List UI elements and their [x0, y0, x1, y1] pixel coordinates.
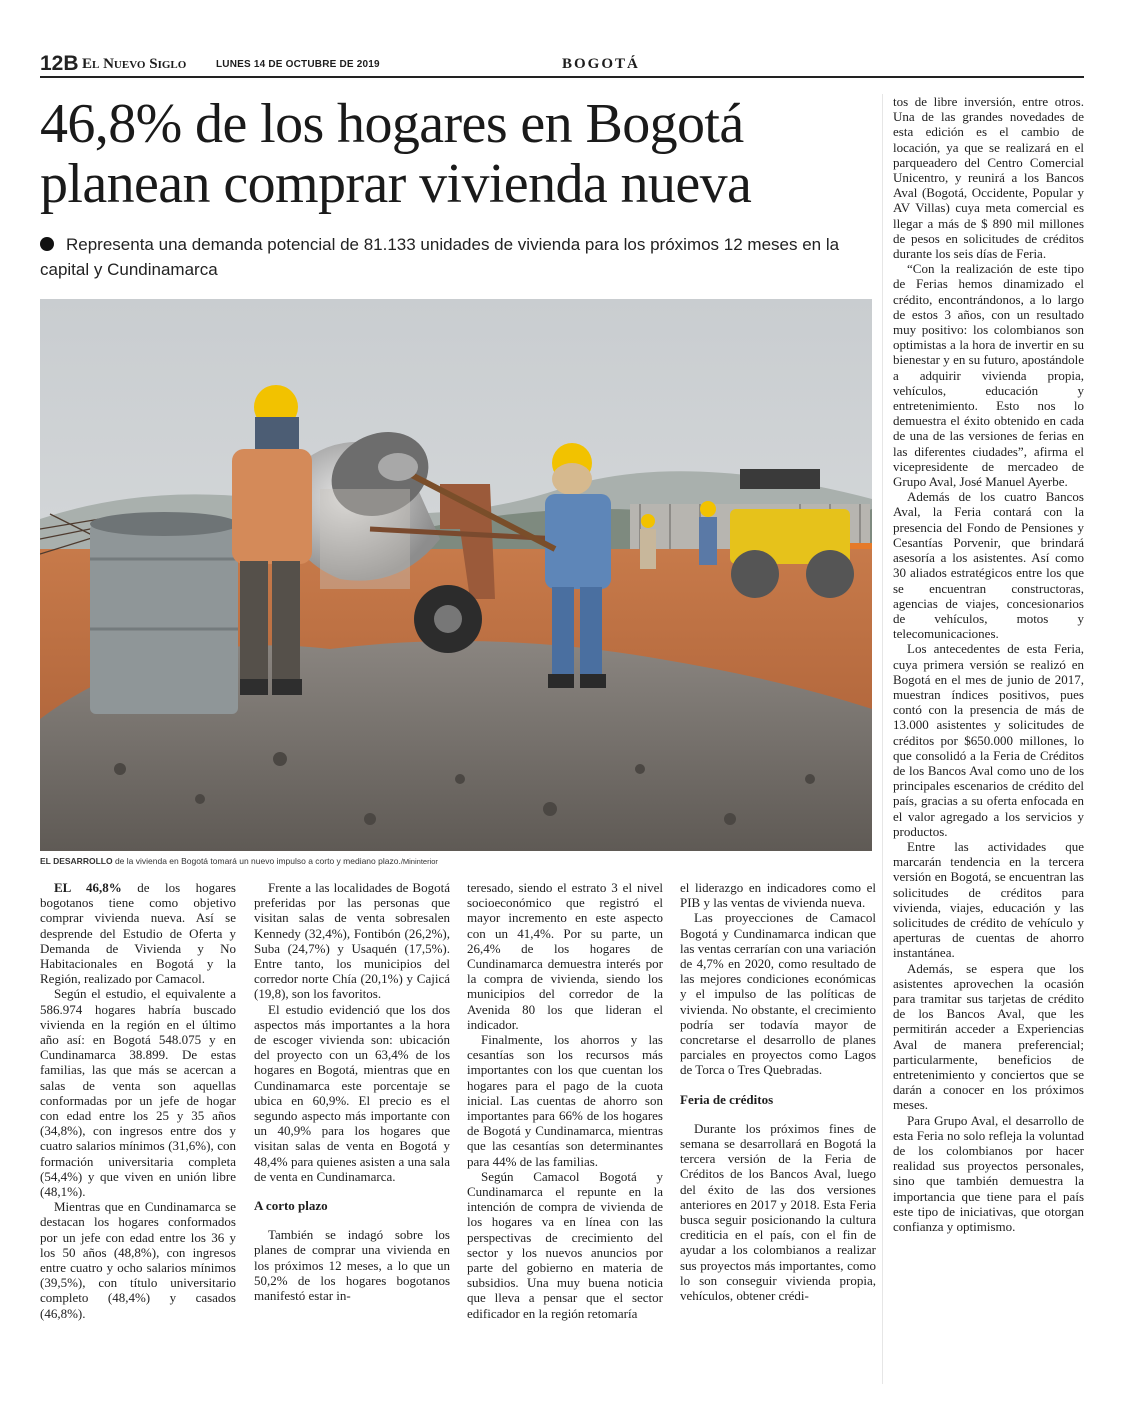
subheading: A corto plazo [254, 1198, 328, 1214]
headline: 46,8% de los hogares en Bogotá planean comprar vivienda nueva [40, 93, 752, 215]
section-name: BOGOTÁ [562, 56, 640, 72]
paragraph: Durante los próximos fines de semana se desarrollará en Bogotá la tercera versión de la Feria de Créditos de los Bancos Aval, luego del éxito de las dos versiones anteriores en 2017 y 2018. Esta Feria busca seguir posicionando la cultura crediticia en el país, con el fin de ayudar a los colombianos a realizar sus proyectos más importantes, como lo son conseguir vivienda propia, vehículos, obtener crédi- [680, 1120, 876, 1304]
paragraph: El estudio evidenció que los dos aspectos más importantes a la hora de escoger vivienda son: ubicación del proyecto con un 63,4% de los hogares en Bogotá, mientras que en Cundinamarca este porcentaje se ubica en 60,9%. El precio es el segundo aspecto más importante con un 40,9% para los hogares que visitan salas de venta en Bogotá y 48,4% para quienes asisten a una sala de venta en Cundinamarca. [254, 1001, 450, 1184]
photo-caption [40, 855, 872, 868]
paragraph: Las proyecciones de Camacol Bogotá y Cundinamarca indican que las ventas cerrarían con una variación de 4,7% en 2020, como resultado de las mejores condiciones económicas y el impulso de las políticas de vivienda. No obstante, el crecimiento podría ser todavía mayor de concretarse el desarrollo de planes parciales en proyectos como Lagos de Torca o Tres Quebradas. [680, 910, 876, 1078]
paragraph: Según Camacol Bogotá y Cundinamarca el repunte en la intención de compra de vivienda de los hogares va en línea con las perspectivas de crecimiento del sector y los nuevos anuncios por parte del gobierno en materia de subsidios. Una muy buena noticia que lleva a pensar que el sector edificador en la región retomaría [467, 1168, 663, 1321]
article-column-5 [893, 94, 1084, 1234]
lead-paragraph [40, 232, 870, 282]
column-divider [882, 94, 883, 1384]
paragraph: Mientras que en Cundinamarca se destacan los hogares conformados por un jefe con edad entre los 36 y los 50 años (48,8%), con ingresos entre cuatro y ocho salarios mínimos (39,5%), con título universitario completo (48,4%) y casados (46,8%). [40, 1199, 236, 1321]
caption-text: de la vivienda en Bogotá tomará un nuevo impulso a corto y mediano plazo. [112, 856, 401, 866]
article-column-1 [40, 880, 236, 1321]
page-number: 12B [40, 52, 79, 75]
paragraph: Entre las actividades que marcarán tendencia en la tercera versión en Bogotá, se encuentran las solicitudes de créditos para vivienda, viajes, educación y las solicitudes de crédito de vehículo y aperturas de cuentas de ahorro instantánea. [893, 838, 1084, 961]
issue-date: LUNES 14 DE OCTUBRE DE 2019 [216, 59, 380, 70]
photo-credit: /Mininterior [400, 857, 438, 866]
paragraph: Frente a las localidades de Bogotá preferidas por las personas que visitan salas de venta sobresalen Kennedy (32,4%), Fontibón (26,2%), Suba (24,7%) y Usaquén (17,5%). Entre tanto, los municipios del corredor norte Chía (20,1%) y Cajicá (19,8), son los favoritos. [254, 880, 450, 1002]
bullet-icon [40, 237, 54, 251]
page-header [40, 52, 1082, 78]
paragraph: el liderazgo en indicadores como el PIB y las ventas de vivienda nueva. [680, 880, 876, 911]
lead-text: Representa una demanda potencial de 81.133 unidades de vivienda para los próximos 12 meses en la capital y Cundinamarca [40, 235, 840, 279]
article-column-3 [467, 880, 663, 1321]
header-rule [40, 76, 1084, 78]
paragraph: “Con la realización de este tipo de Ferias hemos dinamizado el crédito, encontrándonos, a lo largo de estos 3 años, con un resultado muy positivo: los colombianos son optimistas a la hora de invertir en su bienestar y en su futuro, apostándole a adquirir vivienda propia, vehículos, educación y entretenimiento. Esto nos lo demuestra el éxito obtenido en cada de una de las versiones de ferias en las diferentes ciudades”, afirma el vicepresidente de mercadeo de Grupo Aval, José Manuel Ayerbe. [893, 261, 1084, 490]
paragraph: tos de libre inversión, entre otros. Una de las grandes novedades de esta edición es el cambio de locación, ya que se realizará en el parqueadero del Centro Comercial Unicentro, y reunirá a los Bancos Aval (Bogotá, Occidente, Popular y AV Villas) cuya meta comercial es llegar a más de $ 890 mil millones de pesos en solicitudes de créditos durante los seis días de Feria. [893, 94, 1084, 262]
paragraph: Además de los cuatro Bancos Aval, la Feria contará con la presencia del Fondo de Pensiones y Cesantías Porvenir, que brindará asesoría a los asistentes. Así como 30 aliados estratégicos entre los que se encuentran constructoras, agencias de viajes, concesionarios de vehículos, motos y telecomunicaciones. [893, 489, 1084, 642]
paragraph: Para Grupo Aval, el desarrollo de esta Feria no solo refleja la voluntad de los colombianos por hacer realidad sus proyectos personales, sino que también demuestra la importancia que tiene para el país este tipo de iniciativas, que otorgan confianza y optimismo. [893, 1112, 1084, 1235]
article-column-4 [680, 880, 876, 1303]
caption-lead: EL DESARROLLO [40, 856, 113, 866]
drop-lead: EL 46,8% [54, 880, 122, 895]
paragraph: Además, se espera que los asistentes aprovechen la ocasión para tramitar sus tarjetas de crédito de los Bancos Aval, que les permitirán acceder a Experiencias Aval de manera preferencial; particularmente, beneficios de entretenimiento y conciertos que se darán a conocer en los próximos meses. [893, 960, 1084, 1113]
paragraph: de los hogares bogotanos tiene como objetivo comprar vivienda nueva. Así se desprende del Estudio de Oferta y Demanda de Vivienda y No Habitacionales en Bogotá y la Región, realizado por Camacol. [40, 880, 236, 987]
paragraph: Según el estudio, el equivalente a 586.974 hogares habría buscado vivienda en la región en el último año así: en Bogotá 548.075 y en Cundinamarca 38.899. De estas familias, las que más se acercan a salas de venta son aquellas conformadas por un jefe de hogar con edad entre los 25 y 35 años (34,8%), con ingresos entre dos y cuatro salarios mínimos (31,6%), con formación universitaria completa (54,4%) y que viven en unión libre (48,1%). [40, 986, 236, 1200]
paragraph: Los antecedentes de esta Feria, cuya primera versión se realizó en Bogotá en el mes de junio de 2017, muestran índices positivos, pues contó con la presencia de más de 13.000 asistentes y solicitudes de créditos por $650.000 millones, lo que consolidó a la Feria de Créditos de los Bancos Aval como uno de los principales escenarios de crédito del país, gracias a su oferta enfocada en el valor agregado a los servicios y productos. [893, 641, 1084, 839]
paragraph: Finalmente, los ahorros y las cesantías son los recursos más importantes con los que cuentan los hogares para el pago de la cuota inicial. Las cuentas de ahorro son importantes para 66% de los hogares de Bogotá y Cundinamarca, mientras que las cesantías son determinantes para 44% de las familias. [467, 1032, 663, 1169]
construction-photo [40, 299, 872, 851]
paragraph: teresado, siendo el estrato 3 el nivel socioeconómico que registró el mayor incremento en este aspecto con un 41,4%. Por su parte, un 26,4% de los hogares de Cundinamarca demuestra interés por la compra de vivienda, siendo los municipios del corredor de la Avenida 80 los que lideran el indicador. [467, 880, 663, 1032]
article-column-2 [254, 880, 450, 1303]
newspaper-brand: El Nuevo Siglo [82, 56, 187, 72]
subheading: Feria de créditos [680, 1091, 774, 1107]
paragraph: También se indagó sobre los planes de comprar una vivienda en los próximos 12 meses, a lo que un 50,2% de los hogares bogotanos manifestó estar in- [254, 1227, 450, 1304]
